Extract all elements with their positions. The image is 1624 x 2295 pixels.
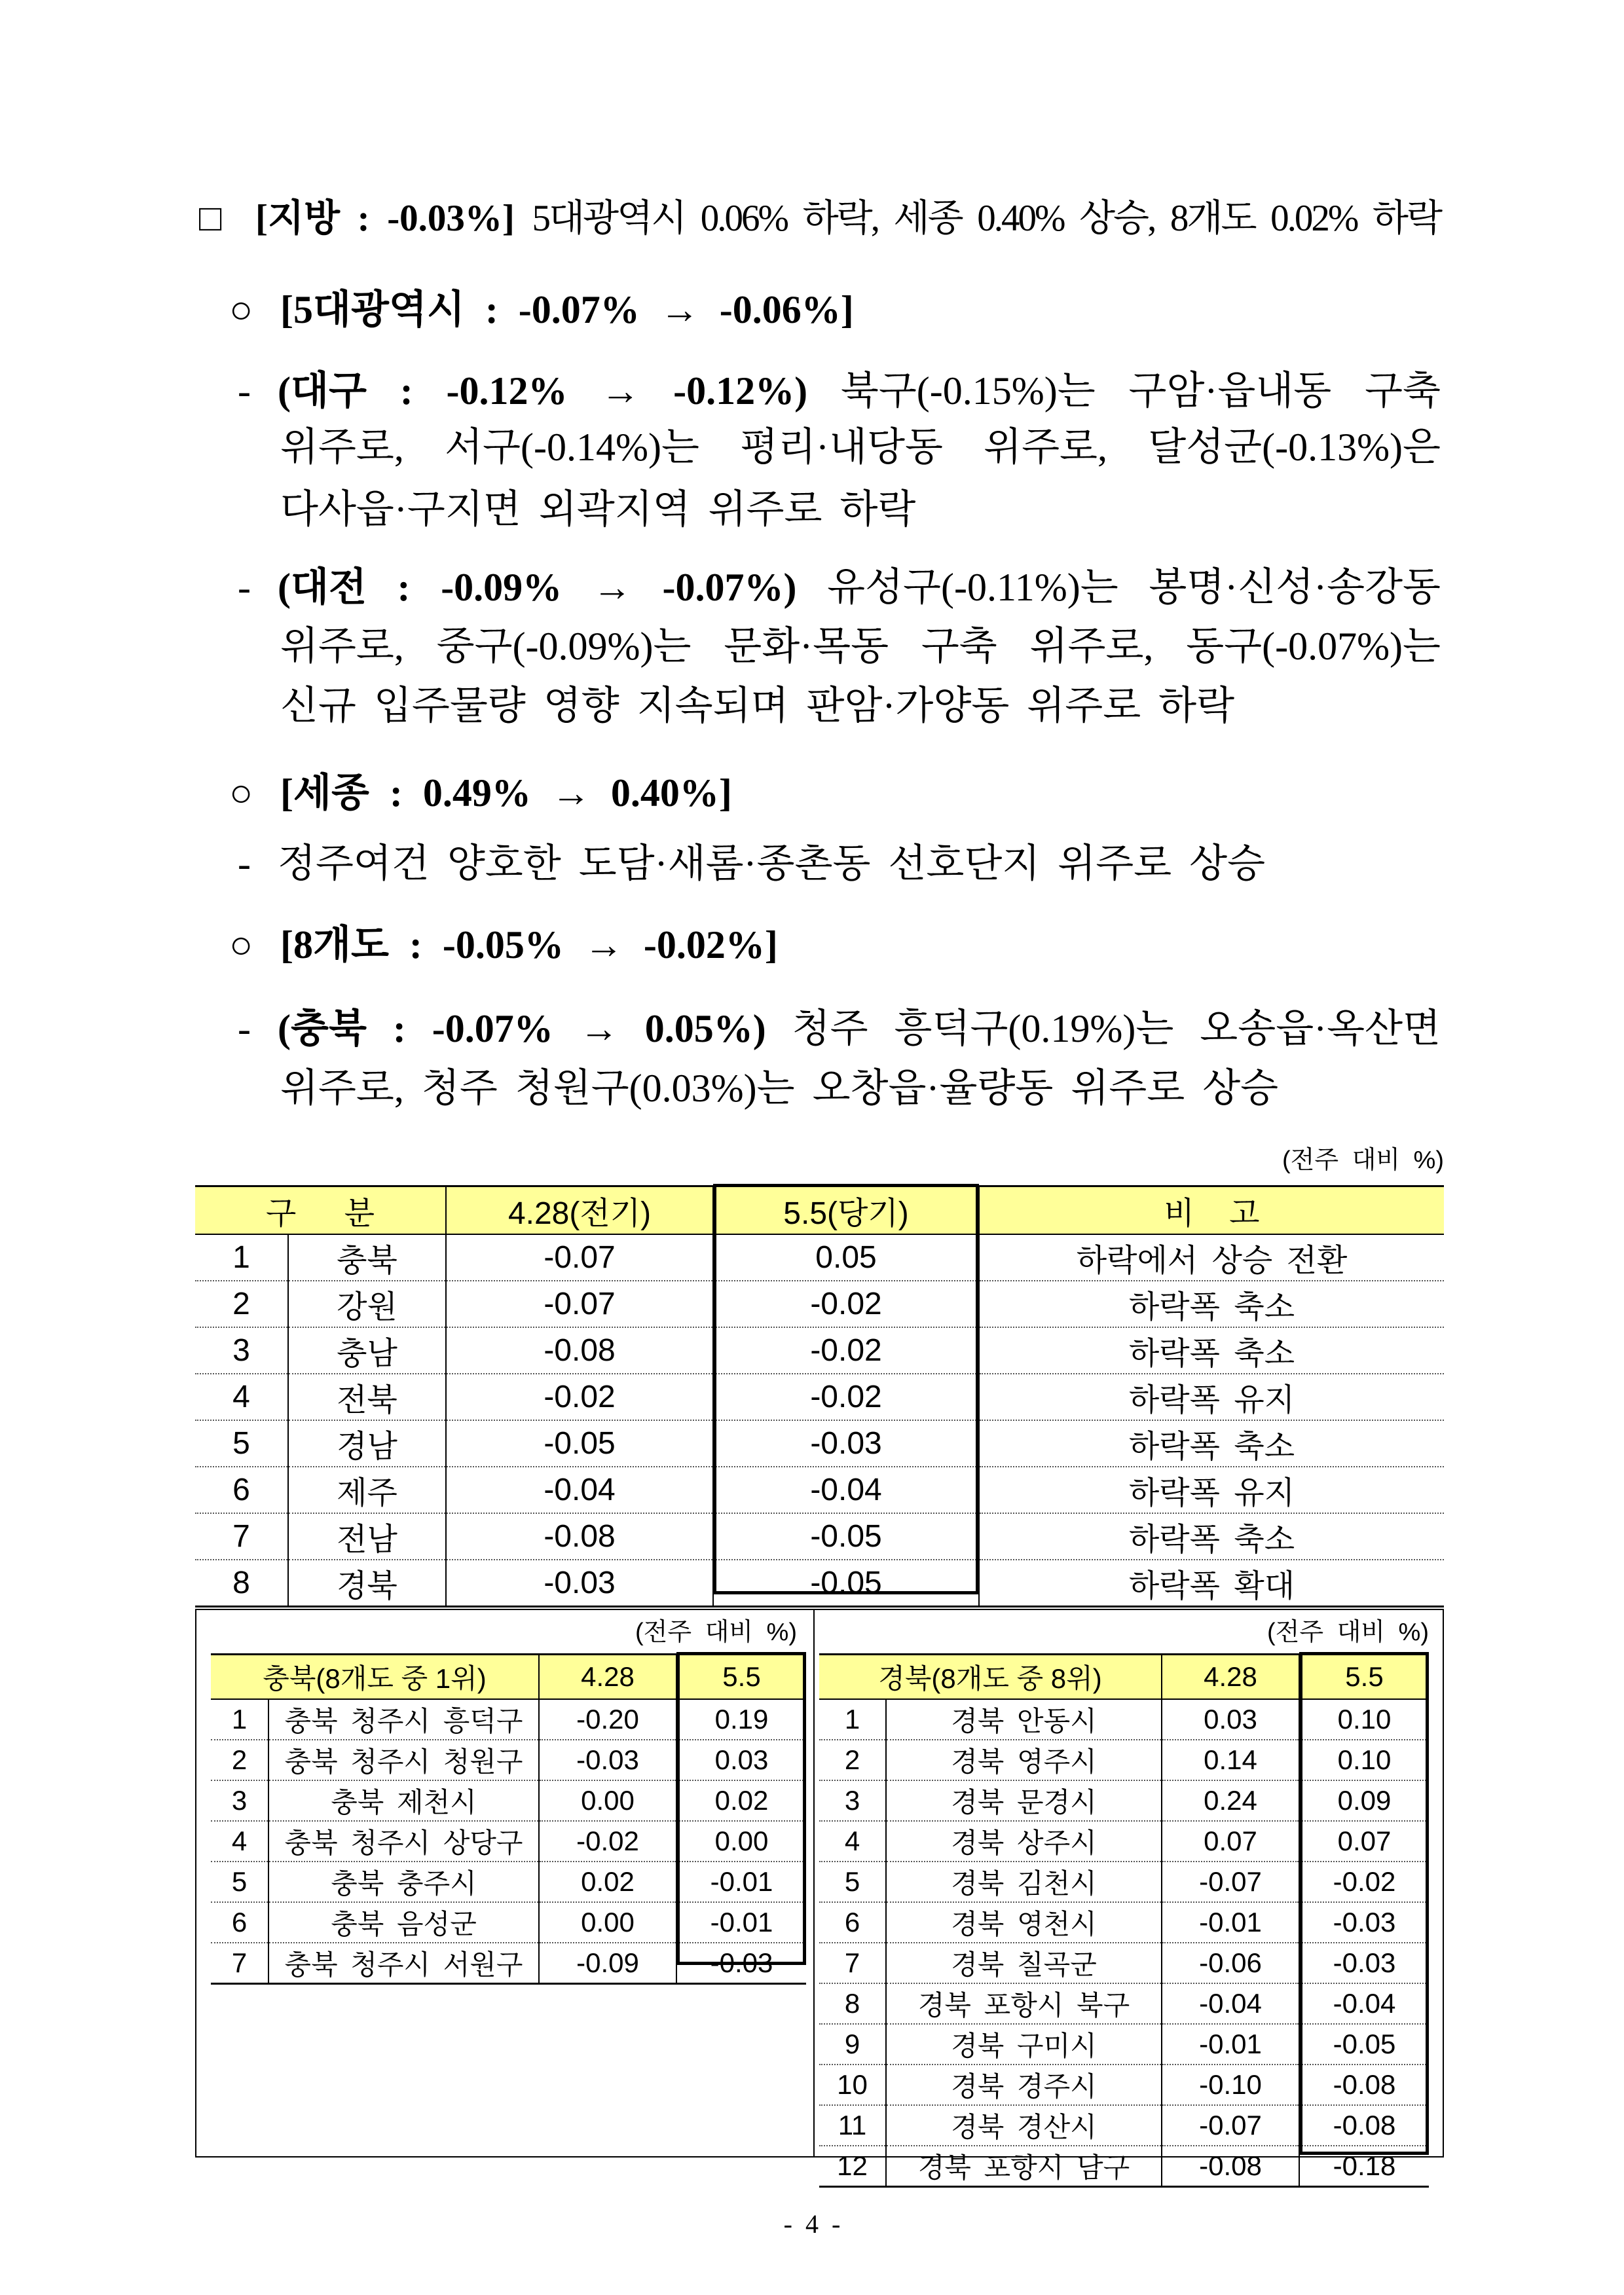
note-text: 하락폭 축소 xyxy=(979,1420,1444,1467)
region-name: 전남 xyxy=(288,1513,446,1560)
prev-week-value: -0.05 xyxy=(446,1420,713,1467)
table-row xyxy=(819,1821,1429,1862)
row-number: 8 xyxy=(819,1983,886,2024)
district-name: 경북 영주시 xyxy=(886,1740,1162,1780)
prev-week-value: -0.08 xyxy=(446,1513,713,1560)
row-number: 2 xyxy=(819,1740,886,1780)
table-row xyxy=(211,1740,806,1780)
prev-week-value: -0.07 xyxy=(446,1281,713,1327)
table-row xyxy=(819,1943,1429,1983)
district-name: 충북 제천시 xyxy=(268,1780,539,1821)
prev-week-value: -0.03 xyxy=(446,1560,713,1607)
row-number: 1 xyxy=(819,1699,886,1740)
prev-week-value: 0.24 xyxy=(1162,1780,1299,1821)
region-name: 제주 xyxy=(288,1467,446,1513)
district-name: 경북 김천시 xyxy=(886,1862,1162,1902)
row-number: 4 xyxy=(211,1821,268,1862)
daegu-label: (대구 : -0.12% → -0.12%) xyxy=(278,369,808,413)
header-current-week: 5.5 xyxy=(676,1655,806,1699)
header-note: 비 고 xyxy=(979,1186,1444,1234)
current-week-value: 0.10 xyxy=(1299,1740,1429,1780)
prev-week-value: -0.08 xyxy=(446,1327,713,1374)
current-week-value: 0.02 xyxy=(676,1780,806,1821)
table-row xyxy=(195,1374,1444,1420)
province-table-body xyxy=(195,1234,1444,1607)
row-number: 4 xyxy=(819,1821,886,1862)
district-name: 경북 구미시 xyxy=(886,2024,1162,2065)
current-week-value: -0.03 xyxy=(1299,1943,1429,1983)
table-row xyxy=(195,1281,1444,1327)
sejong-detail-line xyxy=(238,837,1441,890)
header-prev-week: 4.28(전기) xyxy=(446,1186,713,1234)
row-number: 3 xyxy=(195,1327,288,1374)
prev-week-value: 0.00 xyxy=(539,1902,676,1943)
dash-marker: - xyxy=(238,842,251,885)
current-week-value: 0.00 xyxy=(676,1821,806,1862)
table-row xyxy=(211,1780,806,1821)
table-header-row xyxy=(211,1655,806,1699)
gyeongbuk-table xyxy=(819,1653,1429,2188)
sub-tables-divider xyxy=(813,1609,815,2157)
current-week-value: -0.02 xyxy=(713,1327,979,1374)
current-week-value: -0.03 xyxy=(1299,1902,1429,1943)
district-name: 충북 청주시 서원구 xyxy=(268,1943,539,1984)
daejeon-text: 유성구(-0.11%)는 봉명·신성·송강동 xyxy=(827,566,1441,609)
row-number: 6 xyxy=(819,1902,886,1943)
daejeon-label: (대전 : -0.09% → -0.07%) xyxy=(278,566,797,609)
table-row xyxy=(195,1513,1444,1560)
district-name: 경북 경산시 xyxy=(886,2105,1162,2146)
row-number: 9 xyxy=(819,2024,886,2065)
prev-week-value: 0.14 xyxy=(1162,1740,1299,1780)
table-header-row xyxy=(819,1655,1429,1699)
district-name: 경북 경주시 xyxy=(886,2065,1162,2105)
circle-bullet-icon: ○ xyxy=(229,771,253,815)
row-number: 1 xyxy=(211,1699,268,1740)
metro-heading: [5대광역시 : -0.07% → -0.06%] xyxy=(280,288,854,331)
prev-week-value: -0.01 xyxy=(1162,2024,1299,2065)
table-row xyxy=(819,2065,1429,2105)
note-text: 하락폭 축소 xyxy=(979,1513,1444,1560)
prev-week-value: -0.07 xyxy=(1162,1862,1299,1902)
prev-week-value: 0.03 xyxy=(1162,1699,1299,1740)
header-current-week: 5.5 xyxy=(1299,1655,1429,1699)
table-row xyxy=(819,1902,1429,1943)
table-row xyxy=(819,1699,1429,1740)
current-week-value: 0.07 xyxy=(1299,1821,1429,1862)
current-week-value: 0.03 xyxy=(676,1740,806,1780)
chungbuk-table-unit: (전주 대비 %) xyxy=(635,1619,797,1646)
prev-week-value: -0.07 xyxy=(1162,2105,1299,2146)
row-number: 7 xyxy=(819,1943,886,1983)
prev-week-value: 0.02 xyxy=(539,1862,676,1902)
prev-week-value: -0.04 xyxy=(1162,1983,1299,2024)
province-table xyxy=(195,1185,1444,1607)
table-row xyxy=(211,1821,806,1862)
square-bullet-icon: □ xyxy=(199,198,222,239)
daegu-line-3: 다사읍·구지면 외곽지역 위주로 하락 xyxy=(280,488,916,531)
note-text: 하락폭 확대 xyxy=(979,1560,1444,1607)
current-week-value: -0.01 xyxy=(676,1862,806,1902)
district-name: 충북 청주시 상당구 xyxy=(268,1821,539,1862)
row-number: 5 xyxy=(819,1862,886,1902)
prev-week-value: 0.07 xyxy=(1162,1821,1299,1862)
table-row xyxy=(211,1902,806,1943)
current-week-value: -0.04 xyxy=(1299,1983,1429,2024)
table-row xyxy=(211,1862,806,1902)
prev-week-value: -0.10 xyxy=(1162,2065,1299,2105)
current-week-value: 0.05 xyxy=(713,1234,979,1281)
dash-marker: - xyxy=(238,566,251,609)
note-text: 하락폭 유지 xyxy=(979,1467,1444,1513)
table-row xyxy=(195,1234,1444,1281)
current-week-value: -0.02 xyxy=(1299,1862,1429,1902)
current-week-value: -0.08 xyxy=(1299,2065,1429,2105)
region-name: 경남 xyxy=(288,1420,446,1467)
prev-week-value: -0.20 xyxy=(539,1699,676,1740)
row-number: 2 xyxy=(211,1740,268,1780)
summary-text: 5대광역시 0.06% 하락, 세종 0.40% 상승, 8개도 0.02% 하락 xyxy=(532,198,1441,239)
current-week-value: -0.02 xyxy=(713,1281,979,1327)
district-name: 경북 포항시 남구 xyxy=(886,2146,1162,2187)
prev-week-value: -0.02 xyxy=(446,1374,713,1420)
summary-label: [지방 : -0.03%] xyxy=(255,198,515,239)
region-name: 충남 xyxy=(288,1327,446,1374)
table-row xyxy=(819,2105,1429,2146)
row-number: 2 xyxy=(195,1281,288,1327)
table-row xyxy=(195,1467,1444,1513)
current-week-value: -0.01 xyxy=(676,1902,806,1943)
prev-week-value: -0.04 xyxy=(446,1467,713,1513)
prev-week-value: -0.07 xyxy=(446,1234,713,1281)
circle-bullet-icon: ○ xyxy=(229,288,253,331)
prev-week-value: 0.00 xyxy=(539,1780,676,1821)
district-name: 경북 포항시 북구 xyxy=(886,1983,1162,2024)
header-prev-week: 4.28 xyxy=(1162,1655,1299,1699)
circle-bullet-icon: ○ xyxy=(229,923,253,966)
table-header-row xyxy=(195,1186,1444,1234)
note-text: 하락폭 축소 xyxy=(979,1281,1444,1327)
current-week-value: -0.05 xyxy=(713,1513,979,1560)
current-week-value: -0.03 xyxy=(713,1420,979,1467)
table-row xyxy=(195,1420,1444,1467)
province-table-unit: (전주 대비 %) xyxy=(1282,1147,1444,1174)
gyeongbuk-table-body xyxy=(819,1699,1429,2187)
current-week-value: -0.03 xyxy=(676,1943,806,1984)
header-title: 경북(8개도 중 8위) xyxy=(819,1655,1162,1699)
row-number: 6 xyxy=(211,1902,268,1943)
chungbuk-label: (충북 : -0.07% → 0.05%) xyxy=(278,1007,766,1050)
row-number: 3 xyxy=(819,1780,886,1821)
row-number: 6 xyxy=(195,1467,288,1513)
table-row xyxy=(195,1327,1444,1374)
district-name: 충북 충주시 xyxy=(268,1862,539,1902)
district-name: 경북 영천시 xyxy=(886,1902,1162,1943)
district-name: 충북 청주시 흥덕구 xyxy=(268,1699,539,1740)
row-number: 11 xyxy=(819,2105,886,2146)
table-row xyxy=(211,1699,806,1740)
table-row xyxy=(819,1780,1429,1821)
prev-week-value: -0.01 xyxy=(1162,1902,1299,1943)
daejeon-line-2: 위주로, 중구(-0.09%)는 문화·목동 구축 위주로, 동구(-0.07%)는 xyxy=(280,625,1441,668)
gyeongbuk-table-unit: (전주 대비 %) xyxy=(1266,1619,1429,1646)
row-number: 7 xyxy=(211,1943,268,1984)
current-week-value: -0.18 xyxy=(1299,2146,1429,2187)
current-week-value: -0.02 xyxy=(713,1374,979,1420)
district-name: 경북 문경시 xyxy=(886,1780,1162,1821)
current-week-value: 0.19 xyxy=(676,1699,806,1740)
current-week-value: -0.05 xyxy=(1299,2024,1429,2065)
table-row xyxy=(819,1862,1429,1902)
sejong-heading: [세종 : 0.49% → 0.40%] xyxy=(280,771,732,815)
daejeon-line-3: 신규 입주물량 영향 지속되며 판암·가양동 위주로 하락 xyxy=(280,684,1235,727)
current-week-value: 0.10 xyxy=(1299,1699,1429,1740)
table-row xyxy=(819,2024,1429,2065)
row-number: 10 xyxy=(819,2065,886,2105)
table-row xyxy=(819,2146,1429,2187)
table-row xyxy=(819,1983,1429,2024)
daegu-line-2: 위주로, 서구(-0.14%)는 평리·내당동 위주로, 달성군(-0.13%)은 xyxy=(280,426,1441,469)
prev-week-value: -0.08 xyxy=(1162,2146,1299,2187)
current-week-value: -0.05 xyxy=(713,1560,979,1607)
region-name: 전북 xyxy=(288,1374,446,1420)
district-name: 충북 음성군 xyxy=(268,1902,539,1943)
table-row xyxy=(195,1560,1444,1607)
current-week-value: -0.08 xyxy=(1299,2105,1429,2146)
region-name: 경북 xyxy=(288,1560,446,1607)
header-title: 충북(8개도 중 1위) xyxy=(211,1655,539,1699)
row-number: 12 xyxy=(819,2146,886,2187)
page-number: - 4 - xyxy=(783,2209,841,2239)
row-number: 5 xyxy=(195,1420,288,1467)
metro-heading-line xyxy=(229,284,1441,336)
region-name: 강원 xyxy=(288,1281,446,1327)
prev-week-value: -0.06 xyxy=(1162,1943,1299,1983)
row-number: 8 xyxy=(195,1560,288,1607)
current-week-value: 0.09 xyxy=(1299,1780,1429,1821)
district-name: 경북 칠곡군 xyxy=(886,1943,1162,1983)
dash-marker: - xyxy=(238,369,251,413)
chungbuk-text: 청주 흥덕구(0.19%)는 오송읍·옥산면 xyxy=(792,1007,1441,1050)
row-number: 3 xyxy=(211,1780,268,1821)
header-category: 구 분 xyxy=(195,1186,446,1234)
district-name: 충북 청주시 청원구 xyxy=(268,1740,539,1780)
sejong-heading-line xyxy=(229,767,1441,819)
daegu-text: 북구(-0.15%)는 구암·읍내동 구축 xyxy=(840,369,1441,413)
header-prev-week: 4.28 xyxy=(539,1655,676,1699)
daegu-line-1 xyxy=(238,365,1441,417)
summary-line xyxy=(199,193,1441,245)
table-row xyxy=(211,1943,806,1984)
row-number: 5 xyxy=(211,1862,268,1902)
header-current-week: 5.5(당기) xyxy=(713,1186,979,1234)
sejong-detail-text: 정주여건 양호한 도담·새롬·종촌동 선호단지 위주로 상승 xyxy=(278,842,1266,885)
note-text: 하락에서 상승 전환 xyxy=(979,1234,1444,1281)
district-name: 경북 안동시 xyxy=(886,1699,1162,1740)
table-row xyxy=(819,1740,1429,1780)
prev-week-value: -0.03 xyxy=(539,1740,676,1780)
chungbuk-line-2: 위주로, 청주 청원구(0.03%)는 오창읍·율량동 위주로 상승 xyxy=(280,1067,1279,1110)
daejeon-line-1 xyxy=(238,561,1441,614)
prev-week-value: -0.02 xyxy=(539,1821,676,1862)
chungbuk-line-1 xyxy=(238,1002,1441,1055)
dash-marker: - xyxy=(238,1007,251,1050)
provinces-heading-line xyxy=(229,919,1441,971)
note-text: 하락폭 축소 xyxy=(979,1327,1444,1374)
note-text: 하락폭 유지 xyxy=(979,1374,1444,1420)
row-number: 7 xyxy=(195,1513,288,1560)
district-name: 경북 상주시 xyxy=(886,1821,1162,1862)
prev-week-value: -0.09 xyxy=(539,1943,676,1984)
row-number: 1 xyxy=(195,1234,288,1281)
provinces-heading: [8개도 : -0.05% → -0.02%] xyxy=(280,923,778,966)
current-week-value: -0.04 xyxy=(713,1467,979,1513)
row-number: 4 xyxy=(195,1374,288,1420)
region-name: 충북 xyxy=(288,1234,446,1281)
chungbuk-table xyxy=(211,1653,806,1985)
chungbuk-table-body xyxy=(211,1699,806,1984)
